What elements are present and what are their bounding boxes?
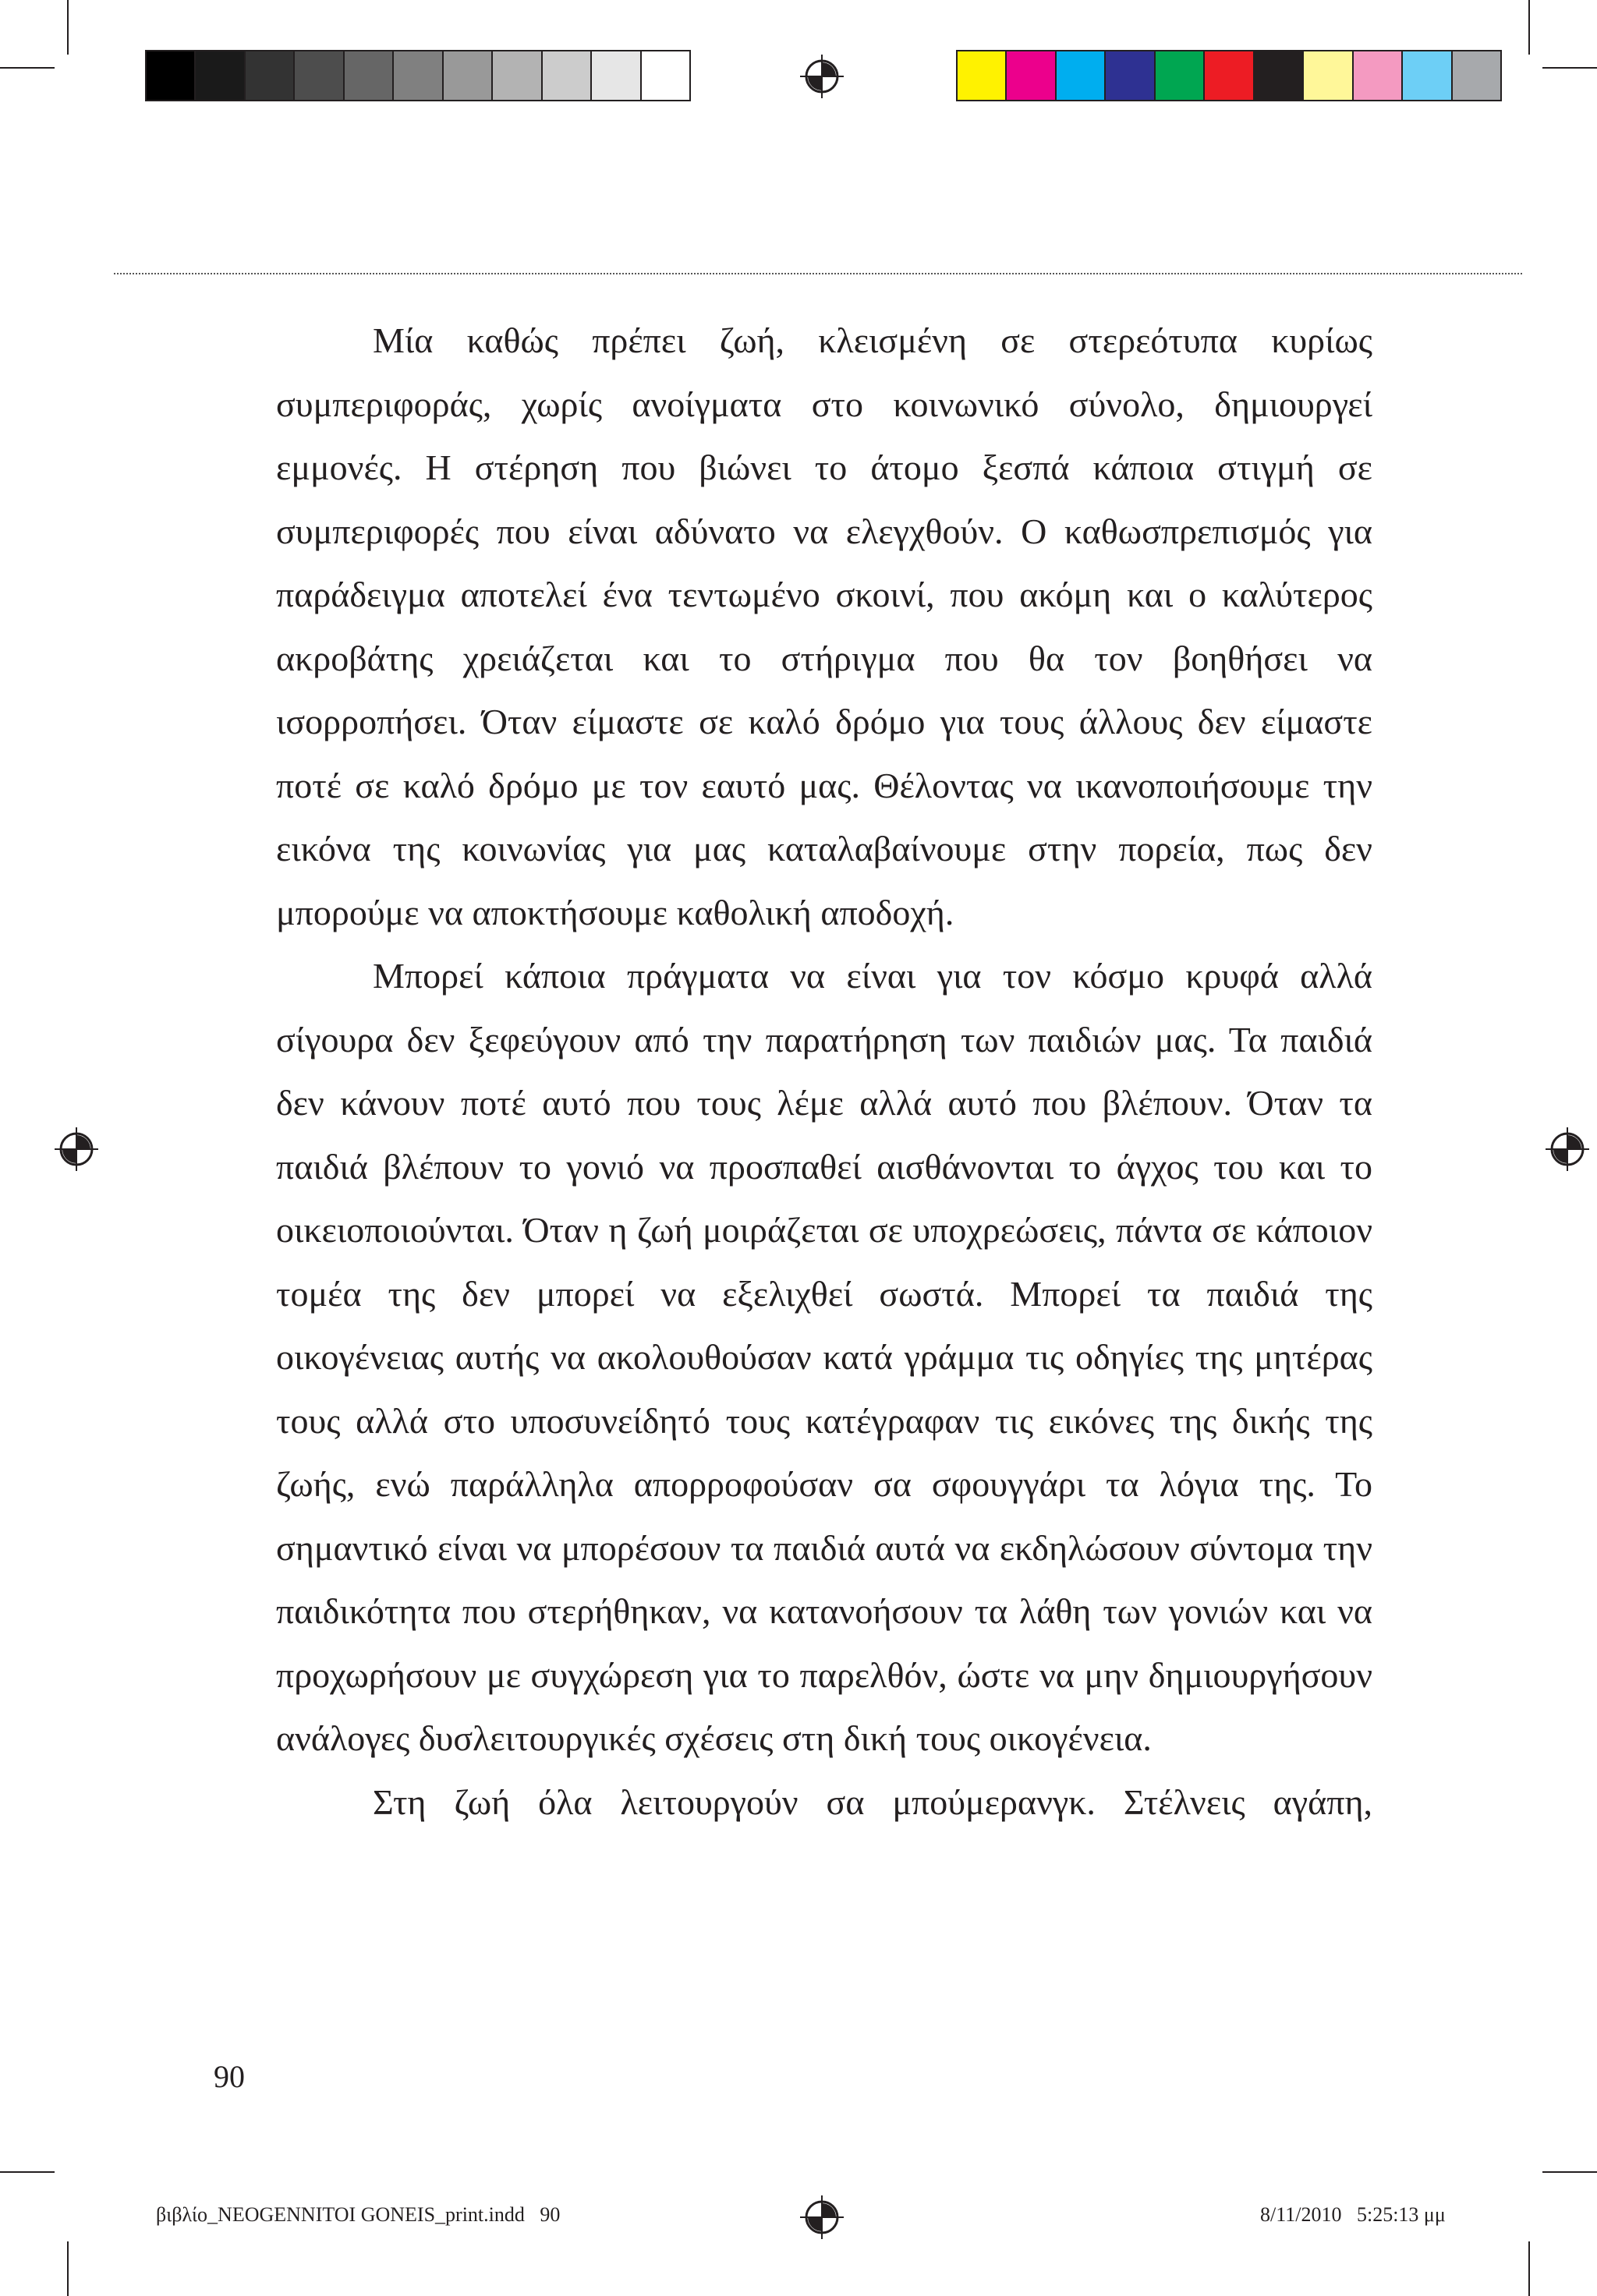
paragraph: Μπορεί κάποια πράγματα να είναι για τον κόσμο κρυφά αλλά σίγουρα δεν ξεφεύγουν από την παρατήρηση των παιδιών μας. Τα παιδιά δεν κάνουν ποτέ αυτό που τους λέμε αλλά αυτό που βλέπουν. Όταν τα παιδιά βλέπουν το γονιό να προσπαθεί αισθάνονται το άγχος του και το οικειοποιούνται. Όταν η ζωή μοιράζεται σε υποχρεώσεις, πάντα σε κάποιον τομέα της δεν μπορεί να εξελιχθεί σωστά. Μπορεί τα παιδιά της οικογένειας αυτής να ακολουθούσαν κατά γράμμα τις οδηγίες της μητέρας τους αλλά στο υποσυνείδητό τους κατέγραφαν τις εικόνες της δικής της ζωής, ενώ παράλληλα απορροφούσαν σα σφουγγάρι τα λόγια της. Το σημαντικό είναι να μπορέσουν τα παιδιά αυτά να εκδηλώσουν σύντομα την παιδικότητα που στερήθηκαν, να κατανοήσουν τα λάθη των γονιών και να προχωρήσουν με συγχώρεση για το παρελθόν, ώστε να μην δημιουργήσουν ανάλογες δυσλειτουργικές σχέσεις στη δική τους οικογένεια.	[276, 956, 1372, 1758]
crop-mark	[67, 2241, 69, 2296]
page-number: 90	[214, 2059, 245, 2094]
registration-mark-icon	[800, 2195, 844, 2239]
slug-timestamp: 8/11/2010 5:25:13 μμ	[1260, 2203, 1446, 2226]
color-swatch	[1354, 51, 1403, 100]
crop-mark	[67, 0, 69, 55]
crop-mark	[1528, 2241, 1530, 2296]
process-color-bar	[956, 50, 1502, 101]
color-swatch	[543, 51, 592, 100]
crop-mark	[0, 67, 55, 69]
color-swatch	[444, 51, 493, 100]
color-swatch	[196, 51, 245, 100]
body-text	[276, 309, 1372, 1834]
color-swatch	[1156, 51, 1205, 100]
color-swatch	[1255, 51, 1304, 100]
color-swatch	[592, 51, 641, 100]
paragraph: Μία καθώς πρέπει ζωή, κλεισμένη σε στερεότυπα κυρίως συμπεριφοράς, χωρίς ανοίγματα στο κοινωνικό σύνολο, δημιουργεί εμμονές. Η στέρηση που βιώνει το άτομο ξεσπά κάποια στιγμή σε συμπεριφορές που είναι αδύνατο να ελεγχθούν. Ο καθωσπρεπισμός για παράδειγμα αποτελεί ένα τεντωμένο σκοινί, που ακόμη και ο καλύτερος ακροβάτης χρειάζεται και το στήριγμα που θα τον βοηθήσει να ισορροπήσει. Όταν είμαστε σε καλό δρόμο για τους άλλους δεν είμαστε ποτέ σε καλό δρόμο με τον εαυτό μας. Θέλοντας να ικανοποιήσουμε την εικόνα της κοινωνίας για μας καταλαβαίνουμε στην πορεία, πως δεν μπορούμε να αποκτήσουμε καθολική αποδοχή.	[276, 320, 1372, 932]
color-swatch	[1106, 51, 1155, 100]
crop-mark	[1542, 2171, 1597, 2173]
color-swatch	[345, 51, 394, 100]
crop-mark	[1542, 67, 1597, 69]
color-swatch	[295, 51, 344, 100]
crop-mark	[1528, 0, 1530, 55]
paragraph: Στη ζωή όλα λειτουργούν σα μπούμερανγκ. Στέλνεις αγάπη,	[373, 1781, 1372, 1822]
header-rule	[114, 273, 1522, 274]
registration-mark-icon	[55, 1127, 98, 1171]
crop-mark	[0, 2171, 55, 2173]
color-swatch	[1057, 51, 1106, 100]
color-swatch	[1453, 51, 1500, 100]
registration-mark-icon	[800, 55, 844, 98]
color-swatch	[246, 51, 295, 100]
grayscale-color-bar	[145, 50, 691, 101]
color-swatch	[642, 51, 689, 100]
color-swatch	[1304, 51, 1353, 100]
color-swatch	[394, 51, 443, 100]
color-swatch	[1403, 51, 1452, 100]
color-swatch	[147, 51, 196, 100]
color-swatch	[958, 51, 1007, 100]
color-swatch	[1205, 51, 1254, 100]
slug-filename: βιβλίο_NEOGENNITOI GONEIS_print.indd 90	[156, 2203, 561, 2226]
color-swatch	[1007, 51, 1056, 100]
color-swatch	[493, 51, 542, 100]
registration-mark-icon	[1546, 1127, 1589, 1171]
